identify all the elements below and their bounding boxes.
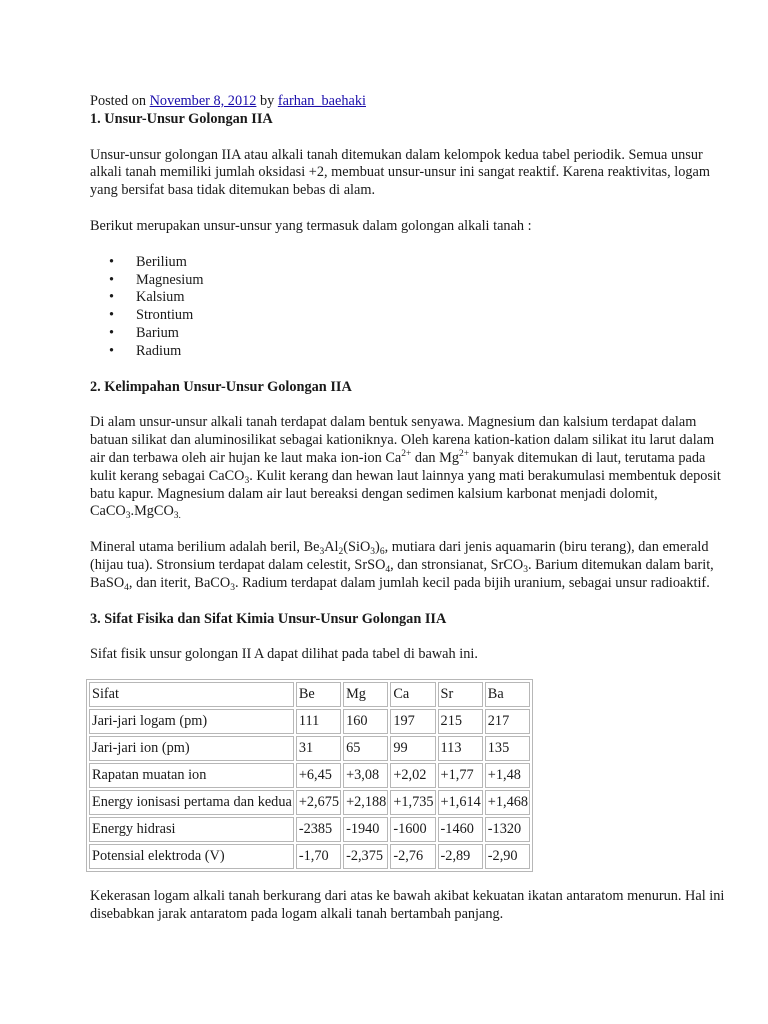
table-cell: -1320 [485,817,530,842]
table-row [89,844,530,869]
table-cell: Potensial elektroda (V) [89,844,294,869]
table-cell: 99 [390,736,435,761]
table-cell: Jari-jari ion (pm) [89,736,294,761]
list-item: • Berilium [136,254,730,272]
table-cell: -2385 [296,817,341,842]
list-item: • Strontium [136,307,730,325]
table-header-cell: Ca [390,682,435,707]
table-row [89,709,530,734]
table-cell: Energy ionisasi pertama dan kedua [89,790,294,815]
table-cell: +1,48 [485,763,530,788]
table-cell: +1,735 [390,790,435,815]
table-header-cell: Ba [485,682,530,707]
table-row [89,736,530,761]
table-cell: Energy hidrasi [89,817,294,842]
table-cell: 135 [485,736,530,761]
table-cell: +2,675 [296,790,341,815]
table-cell: 111 [296,709,341,734]
table-header-cell: Mg [343,682,388,707]
table-cell: Rapatan muatan ion [89,763,294,788]
table-cell: -1,70 [296,844,341,869]
element-list [90,254,730,361]
table-cell: Jari-jari logam (pm) [89,709,294,734]
table-cell: -1940 [343,817,388,842]
post-date-link[interactable]: November 8, 2012 [149,93,257,109]
section-3-intro: Sifat fisik unsur golongan II A dapat dilihat pada tabel di bawah ini. [90,646,478,663]
section-2-paragraph-2: Mineral utama berilium adalah beril, $Be_3Al_2(SiO_3)_6$, mutiara dari jenis aquamarin (biru terang), dan emerald (hijau tua). Stronsium terdapat dalam celestit, SrSO$_4$, dan stronsianat, SrCO$_3$. Barium ditemukan dalam barit, BaSO$_4$, dan iterit, BaCO$_3$. Radium terdapat dalam jumlah kecil pada bijih uranium, sebagai unsur radioaktif. [90,539,714,593]
table-row [89,817,530,842]
list-item: • Radium [136,343,730,361]
section-3-closing: Kekerasan logam alkali tanah berkurang dari atas ke bawah akibat kekuatan ikatan antaratom menurun. Hal ini disebabkan jarak antaratom pada logam alkali tanah bertambah panjang. [90,888,725,922]
table-header-cell: Sr [438,682,483,707]
table-header-cell: Sifat [89,682,294,707]
table-header-cell: Be [296,682,341,707]
table-cell: +1,77 [438,763,483,788]
table-cell: 217 [485,709,530,734]
properties-table [86,679,533,872]
table-cell: +6,45 [296,763,341,788]
section-1-paragraph-2: Berikut merupakan unsur-unsur yang termasuk dalam golongan alkali tanah : [90,217,532,234]
by-label: by [259,93,275,109]
table-cell: 31 [296,736,341,761]
table-cell: +2,188 [343,790,388,815]
article-content [90,93,730,924]
table-cell: 65 [343,736,388,761]
table-cell: +1,468 [485,790,530,815]
table-cell: -2,90 [485,844,530,869]
table-cell: +3,08 [343,763,388,788]
table-cell: 197 [390,709,435,734]
list-item: • Magnesium [136,272,730,290]
section-1-paragraph-1: Unsur-unsur golongan IIA atau alkali tanah ditemukan dalam kelompok kedua tabel periodik. Semua unsur alkali tanah memiliki jumlah oksidasi +2, membuat unsur-unsur ini sangat reaktif. Karena reaktivitas, logam yang bersifat basa tidak ditemukan bebas di alam. [90,146,711,199]
section-2-paragraph-1: Di alam unsur-unsur alkali tanah terdapat dalam bentuk senyawa. Magnesium dan kalsium terdapat dalam batuan silikat dan aluminosilikat sebagai kationiknya. Oleh karena kation-kation dalam silikat itu larut dalam air dan terbawa oleh air hujan ke laut maka ion-ion $Ca^{2+}$ dan $Mg^{2+}$ banyak ditemukan di laut, terutama pada kulit kerang sebagai CaCO$_3$. Kulit kerang dan hewan laut lainnya yang mati berakumulasi membentuk deposit batu kapur. Magnesium dalam air laut bereaksi dengan sedimen kalsium karbonat menjadi dolomit, CaCO$_3$.MgCO$_{3.}$ [90,414,721,522]
list-item: • Barium [136,325,730,343]
section-1-heading: 1. Unsur-Unsur Golongan IIA [90,110,273,127]
table-cell: +1,614 [438,790,483,815]
table-cell: -1460 [438,817,483,842]
list-item: • Kalsium [136,289,730,307]
table-cell: -1600 [390,817,435,842]
author-link[interactable]: farhan_baehaki [277,93,366,109]
table-cell: +2,02 [390,763,435,788]
post-meta [90,93,730,111]
table-cell: 113 [438,736,483,761]
section-3-heading: 3. Sifat Fisika dan Sifat Kimia Unsur-Unsur Golongan IIA [90,610,447,627]
table-row [89,790,530,815]
table-cell: -2,76 [390,844,435,869]
table-cell: -2,375 [343,844,388,869]
table-cell: 160 [343,709,388,734]
table-cell: 215 [438,709,483,734]
section-2-heading: 2. Kelimpahan Unsur-Unsur Golongan IIA [90,378,352,395]
table-row [89,763,530,788]
table-header-row [89,682,530,707]
table-cell: -2,89 [438,844,483,869]
posted-on-label: Posted on [90,93,147,109]
